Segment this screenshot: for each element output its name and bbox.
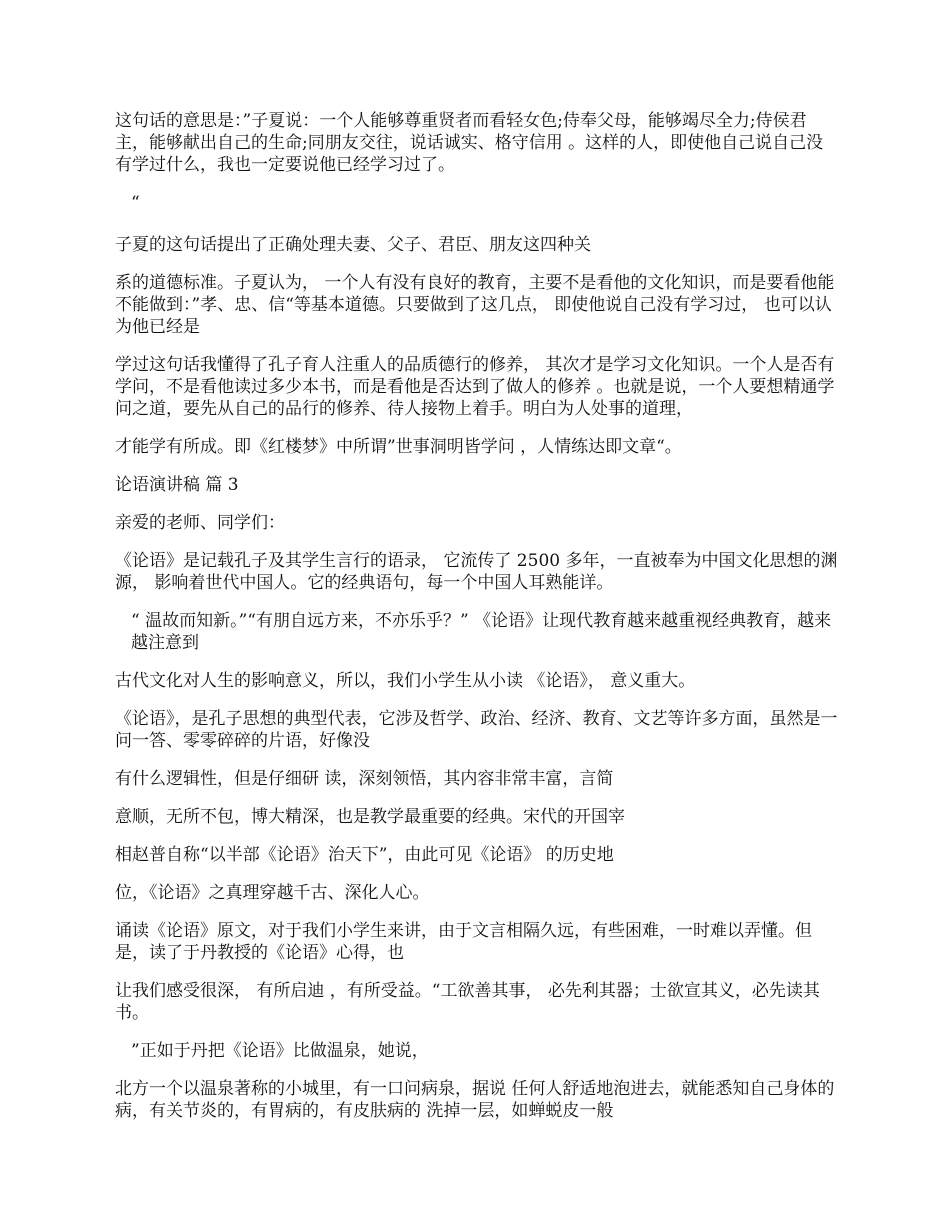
paragraph: ”正如于丹把《论语》比做温泉，她说，: [131, 1041, 429, 1061]
salutation: 亲爱的老师、同学们：: [115, 513, 285, 533]
paragraph: 诵读《论语》原文，对于我们小学生来讲，由于文言相隔久远，有些困难，一时难以弄懂。但是，读了于丹教授的《论语》心得，也: [115, 921, 812, 963]
paragraph: 这句话的意思是：”子夏说：一个人能够尊重贤者而看轻女色;侍奉父母，能够竭尽全力;侍侯君主，能够献出自己的生命;同朋友交往，说话诚实、格守信用 。这样的人，即使他自己说自己没有学过什么，我也一定要说他已经学习过了。: [115, 111, 824, 175]
paragraph: 意顺，无所不包，博大精深，也是教学最重要的经典。宋代的开国宰: [115, 807, 625, 827]
quote-mark-paragraph: “: [131, 193, 140, 213]
paragraph: 有什么逻辑性，但是仔细研 读，深刻领悟，其内容非常丰富，言简: [115, 769, 614, 789]
paragraph: 系的道德标准。子夏认为， 一个人有没有良好的教育，主要不是看他的文化知识，而是要看他能 不能做到：”孝、忠、信“等基本道德。只要做到了这几点， 即使他说自己没有学习过， 也可以认为他已经是: [115, 273, 835, 337]
paragraph: 古代文化对人生的影响意义，所以，我们小学生从小读 《论语》， 意义重大。: [115, 671, 696, 691]
section-heading: 论语演讲稿 篇 3: [115, 475, 239, 495]
paragraph: 《论语》是记载孔子及其学生言行的语录， 它流传了 2500 多年，一直被奉为中国文化思想的渊源， 影响着世代中国人。它的经典语句，每一个中国人耳熟能详。: [115, 551, 838, 593]
paragraph: 位，《论语》之真理穿越千古、深化人心。: [115, 883, 430, 903]
paragraph: 北方一个以温泉著称的小城里，有一口问病泉，据说 任何人舒适地泡进去，就能悉知自己身体的病，有关节炎的，有胃病的，有皮肤病的 洗掉一层，如蝉蜕皮一般: [115, 1079, 835, 1121]
paragraph: 让我们感受很深， 有所启迪 ，有所受益。“工欲善其事， 必先利其器；士欲宣其义，必先读其书。: [115, 981, 820, 1023]
paragraph: 学过这句话我懂得了孔子育人注重人的品质德行的修养， 其次才是学习文化知识。一个人是否有学问，不是看他读过多少本书，而是看他是否达到了做人的修养 。也就是说，一个人要想精通学问之道，要先从自己的品行的修养、待人接物上着手。明白为人处事的道理，: [115, 355, 835, 419]
paragraph: “ 温故而知新。”“有朋自远方来，不亦乐乎？” 《论语》让现代教育越来越重视经典教育，越来越注意到: [131, 611, 832, 653]
paragraph: 才能学有所成。即《红楼梦》中所谓”世事洞明皆学问 ，人情练达即文章“。: [115, 437, 682, 457]
paragraph: 《论语》，是孔子思想的典型代表，它涉及哲学、政治、经济、教育、文艺等许多方面，虽然是一问一答、零零碎碎的片语，好像没: [115, 709, 838, 751]
paragraph: 相赵普自称“以半部《论语》治天下”，由此可见《论语》 的历史地: [115, 845, 614, 865]
paragraph: 子夏的这句话提出了正确处理夫妻、父子、君臣、朋友这四种关: [115, 235, 591, 255]
document-body: [115, 110, 840, 1138]
